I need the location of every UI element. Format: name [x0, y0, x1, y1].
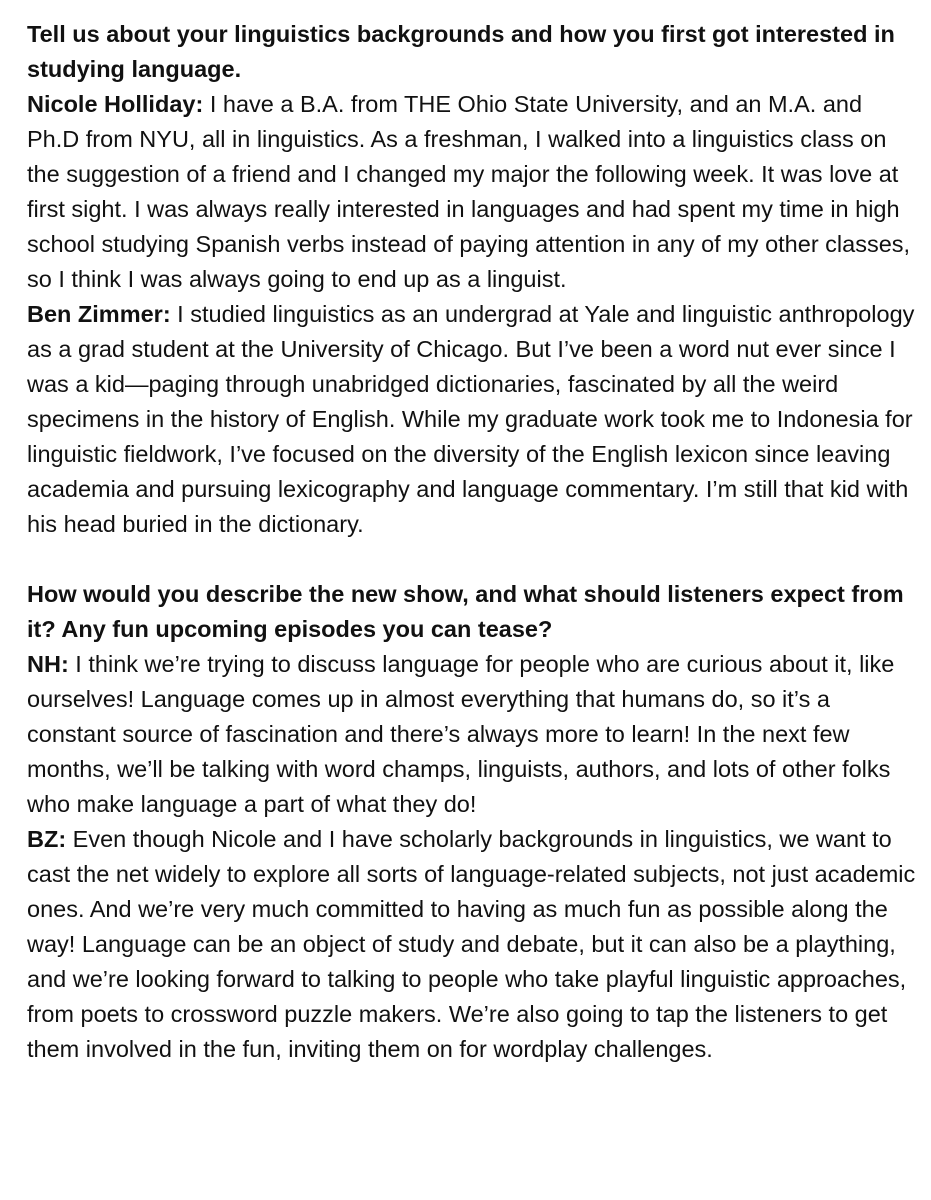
speaker-name: NH:	[27, 651, 69, 677]
answer-paragraph	[27, 822, 917, 1067]
answer-text: I think we’re trying to discuss language for people who are curious about it, like ourselves! Language comes up in almost everything that humans do, so it’s a constant source of fascination and there’s always more to learn! In the next few months, we’ll be talking with word champs, linguists, authors, and lots of other folks who make language a part of what they do!	[27, 651, 895, 817]
answer-text: I studied linguistics as an undergrad at Yale and linguistic anthropology as a grad student at the University of Chicago. But I’ve been a word nut ever since I was a kid—paging through unabridged dictionaries, fascinated by all the weird specimens in the history of English. While my graduate work took me to Indonesia for linguistic fieldwork, I’ve focused on the diversity of the English lexicon since leaving academia and pursuing lexicography and language commentary. I’m still that kid with his head buried in the dictionary.	[27, 301, 915, 537]
speaker-name: Ben Zimmer:	[27, 301, 171, 327]
answer-text: I have a B.A. from THE Ohio State University, and an M.A. and Ph.D from NYU, all in linguistics. As a freshman, I walked into a linguistics class on the suggestion of a friend and I changed my major the following week. It was love at first sight. I was always really interested in languages and had spent my time in high school studying Spanish verbs instead of paying attention in any of my other classes, so I think I was always going to end up as a linguist.	[27, 91, 911, 292]
qa-section-backgrounds	[27, 17, 917, 542]
speaker-name: Nicole Holliday:	[27, 91, 204, 117]
question-heading: How would you describe the new show, and what should listeners expect from it? Any fun upcoming episodes you can tease?	[27, 581, 904, 642]
answer-paragraph	[27, 647, 917, 822]
speaker-name: BZ:	[27, 826, 67, 852]
qa-section-new-show	[27, 577, 917, 1067]
answer-paragraph	[27, 297, 917, 542]
answer-paragraph	[27, 87, 917, 297]
answer-text: Even though Nicole and I have scholarly backgrounds in linguistics, we want to cast the net widely to explore all sorts of language-related subjects, not just academic ones. And we’re very much committed to having as much fun as possible along the way! Language can be an object of study and debate, but it can also be a plaything, and we’re looking forward to talking to people who take playful linguistic approaches, from poets to crossword puzzle makers. We’re also going to tap the listeners to get them involved in the fun, inviting them on for wordplay challenges.	[27, 826, 916, 1062]
question-heading: Tell us about your linguistics backgrounds and how you first got interested in studying language.	[27, 21, 895, 82]
